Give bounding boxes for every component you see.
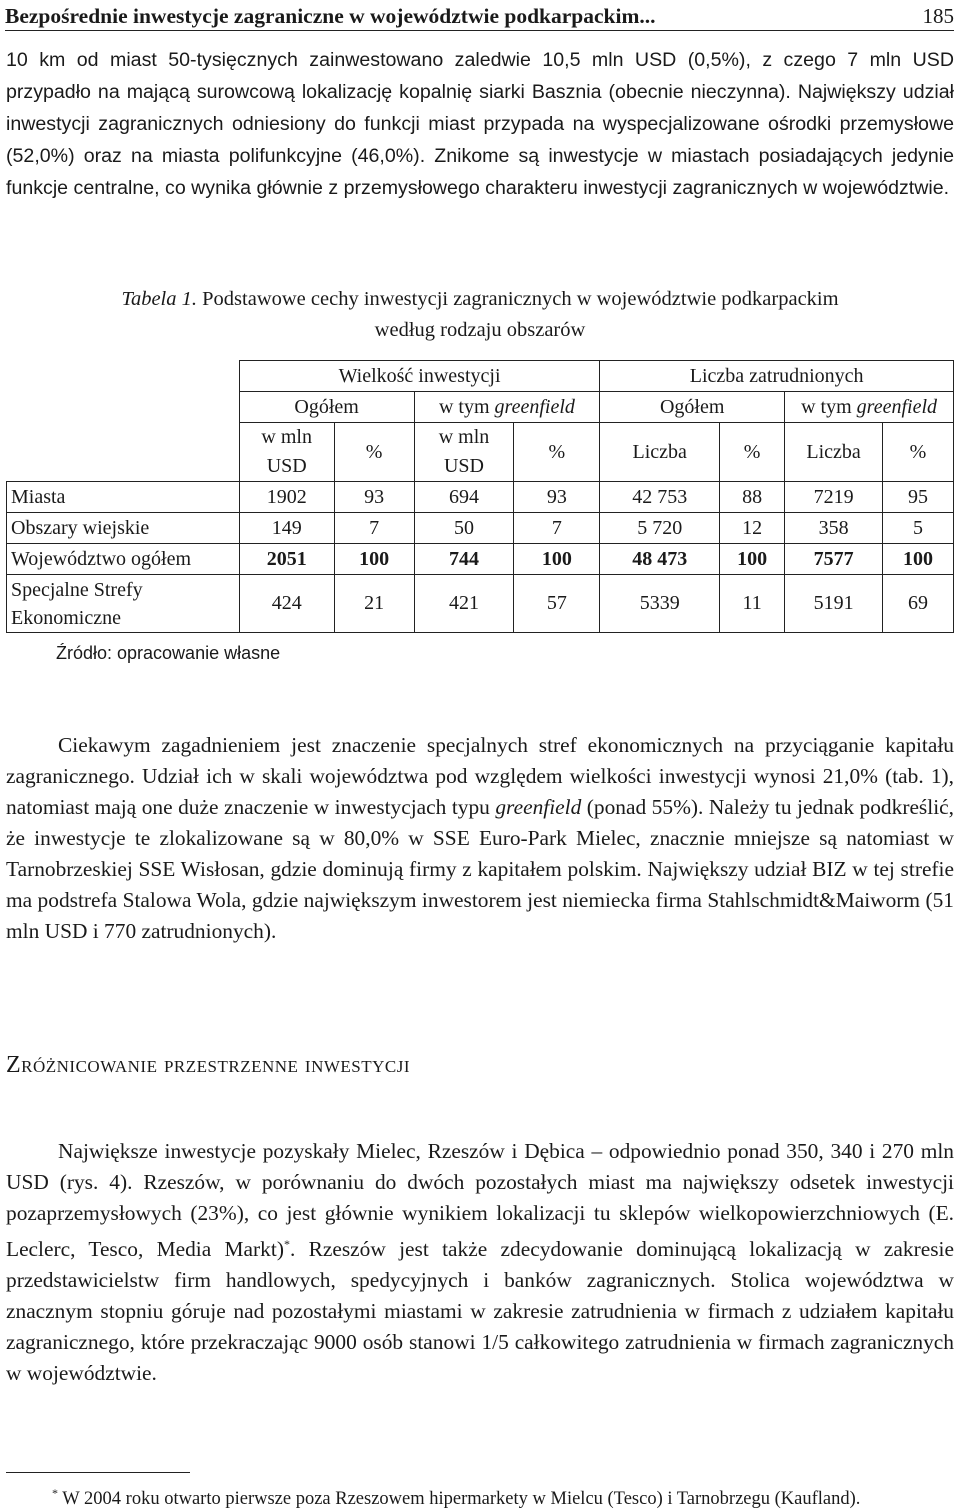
table-cell: 7219 xyxy=(785,482,883,513)
unit-header: % xyxy=(883,423,954,482)
table-row-total xyxy=(7,544,954,575)
table-cell: 21 xyxy=(334,575,414,633)
header-greenfield-employment: w tym greenfield xyxy=(785,392,954,423)
table-cell: 100 xyxy=(334,544,414,575)
table-cell: 95 xyxy=(883,482,954,513)
table-cell: 1902 xyxy=(239,482,334,513)
footnote-reference[interactable]: * xyxy=(283,1237,290,1251)
row-label: Miasta xyxy=(7,482,240,513)
table-cell: 5191 xyxy=(785,575,883,633)
table-row xyxy=(7,513,954,544)
table-cell: 7 xyxy=(334,513,414,544)
footnote-mark: * xyxy=(52,1486,58,1500)
row-label: Obszary wiejskie xyxy=(7,513,240,544)
table-row xyxy=(7,482,954,513)
header-investment-size: Wielkość inwestycji xyxy=(239,361,600,392)
paragraph-1 xyxy=(6,44,954,204)
table-cell: 69 xyxy=(883,575,954,633)
row-label: Województwo ogółem xyxy=(7,544,240,575)
table-caption-label: Tabela 1. xyxy=(121,288,198,310)
table-cell: 149 xyxy=(239,513,334,544)
table-cell: 48 473 xyxy=(600,544,720,575)
unit-header: w mln USD xyxy=(414,423,514,482)
table-source: Źródło: opracowanie własne xyxy=(56,643,281,663)
table-cell: 100 xyxy=(514,544,600,575)
paragraph-2: Ciekawym zagadnieniem jest znaczenie specjalnych stref ekonomicznych na przyciąganie kapitału zagranicznego. Udział ich w skali województwa pod względem wielkości inwestycji wynosi 21,0% (tab. 1), natomiast mają one duże znaczenie w inwestycjach typu greenfield (ponad 55%). Należy tu jednak podkreślić, że inwestycje te zlokalizowane są w 80,0% w SSE Euro-Park Mielec, znacznie mniejsze są natomiast w Tarnobrzeskiej SSE Wisłosan, gdzie dominują firmy z kapitałem polskim. Największy udział BIZ w tej strefie ma podstrefa Stalowa Wola, gdzie największym inwestorem jest niemiecka firma Stahlschmidt&Maiworm (51 mln USD i 770 zatrudnionych). xyxy=(6,733,954,943)
table-cell: 57 xyxy=(514,575,600,633)
table-caption-line1: Podstawowe cechy inwestycji zagranicznych w województwie podkarpackim xyxy=(197,288,839,310)
paragraph-1-first: 10 km od miast 50-tysięcznych zainwestowano zaledwie 10,5 mln USD (0,5%), z czego 7 mln USD przypadło na mającą surowcową lokalizację kopalnię siarki Basznia (obecnie nieczynna). xyxy=(6,49,954,103)
table-cell: 100 xyxy=(720,544,785,575)
table-header-row-1 xyxy=(7,361,954,392)
footnote-rule xyxy=(6,1472,190,1473)
footnote-text: W 2004 roku otwarto pierwsze poza Rzeszowem hipermarkety w Mielcu (Tesco) i Tarnobrzegu (Kaufland). xyxy=(58,1489,861,1510)
page-number: 185 xyxy=(922,4,954,28)
table-cell: 421 xyxy=(414,575,514,633)
running-header xyxy=(5,0,954,31)
table-cell: 424 xyxy=(239,575,334,633)
table-cell: 2051 xyxy=(239,544,334,575)
header-total-employment: Ogółem xyxy=(600,392,785,423)
table-cell: 694 xyxy=(414,482,514,513)
header-greenfield-investment: w tym greenfield xyxy=(414,392,600,423)
paragraph-3: Największe inwestycje pozyskały Mielec, Rzeszów i Dębica – odpowiednio ponad 350, 340 i 270 mln USD (rys. 4). Rzeszów, w porównaniu do dwóch pozostałych miast ma największy odsetek inwestycji pozaprzemysłowych (23%), co jest głównie wynikiem lokalizacji tu sklepów wielkopowierzchniowych (E. Leclerc, Tesco, Media Markt)*. Rzeszów jest także zdecydowanie dominującą lokalizacją w zakresie przedstawicielstw firm handlowych, spedycyjnych i banków zagranicznych. Stolica województwa w znacznym stopniu góruje nad pozostałymi miastami w zakresie zatrudnienia w firmach z udziałem kapitału zagranicznego, które przekraczając 9000 osób stanowi 1/5 całkowitego zatrudnienia w firmach zagranicznych w województwie. xyxy=(6,1139,954,1386)
unit-header: % xyxy=(514,423,600,482)
table-row xyxy=(7,575,954,633)
unit-header: % xyxy=(334,423,414,482)
table-cell: 5339 xyxy=(600,575,720,633)
section-heading xyxy=(6,1052,410,1079)
table-cell: 42 753 xyxy=(600,482,720,513)
table-cell: 5 xyxy=(883,513,954,544)
table-caption xyxy=(0,284,960,346)
table-cell: 88 xyxy=(720,482,785,513)
paragraph-1-rest: Największy udział inwestycji zagranicznych odniesiony do funkcji miast przypada na wyspecjalizowane ośrodki przemysłowe (52,0%) oraz na miasta polifunkcyjne (46,0%). Znikome są inwestycje w miastach posiadających jedynie funkcje centralne, co wynika głównie z przemysłowego charakteru inwestycji zagranicznych w województwie. xyxy=(6,81,954,199)
header-total-investment: Ogółem xyxy=(239,392,414,423)
data-table xyxy=(6,360,954,633)
unit-header: Liczba xyxy=(600,423,720,482)
table-cell: 50 xyxy=(414,513,514,544)
table-cell: 12 xyxy=(720,513,785,544)
table-cell: 93 xyxy=(334,482,414,513)
table-cell: 93 xyxy=(514,482,600,513)
running-title: Bezpośrednie inwestycje zagraniczne w województwie podkarpackim... xyxy=(5,4,656,28)
table-cell: 7 xyxy=(514,513,600,544)
footnote xyxy=(6,1480,954,1512)
table-cell: 358 xyxy=(785,513,883,544)
table-cell: 5 720 xyxy=(600,513,720,544)
table-cell: 11 xyxy=(720,575,785,633)
table-cell: 744 xyxy=(414,544,514,575)
table-caption-line2: według rodzaju obszarów xyxy=(374,319,586,341)
table-cell: 7577 xyxy=(785,544,883,575)
header-employment: Liczba zatrudnionych xyxy=(600,361,954,392)
section-title: Zróżnicowanie przestrzenne inwestycji xyxy=(6,1052,411,1078)
unit-header: % xyxy=(720,423,785,482)
table-cell: 100 xyxy=(883,544,954,575)
unit-header: w mln USD xyxy=(239,423,334,482)
unit-header: Liczba xyxy=(785,423,883,482)
row-label: Specjalne Strefy Ekonomiczne xyxy=(7,575,240,633)
